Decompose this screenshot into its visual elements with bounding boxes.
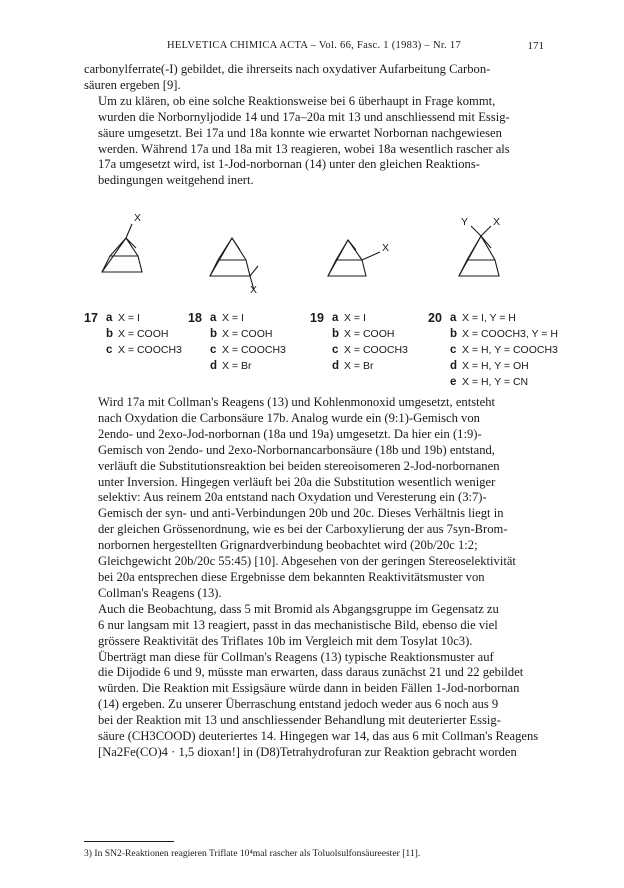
compound-letter: d — [450, 360, 458, 372]
compound-letter: c — [210, 344, 217, 356]
structure-17 — [92, 210, 172, 290]
compound-letter: c — [450, 344, 457, 356]
structure-20 — [449, 210, 529, 290]
substituent-label: Y — [461, 216, 469, 228]
compound-entry — [188, 310, 300, 326]
compound-entry — [428, 310, 544, 326]
text-line: [Na2Fe(CO)4 · 1,5 dioxan!] in (D8)Tetrahydrofuran zur Reaktion gebracht worden — [98, 744, 517, 759]
compound-letter: c — [106, 344, 113, 356]
text-line: der gleichen Grössenordnung, wie es bei der Carboxylierung der aus 7syn-Brom- — [98, 522, 508, 537]
text-line: Um zu klären, ob eine solche Reaktionsweise bei 6 überhaupt in Frage kommt, — [98, 93, 496, 108]
compound-letter: d — [210, 360, 218, 372]
text-line: wurden die Norbornyljodide 14 und 17a–20a mit 13 und anschliessend mit Essig- — [98, 109, 510, 124]
compound-substituent: X = I, Y = H — [462, 312, 516, 324]
text-line: würden. Die Reaktion mit Essigsäure würde dann in beiden Fällen 1-Jod-norbornan — [98, 681, 520, 696]
compound-letter: a — [332, 312, 339, 324]
compound-substituent: X = COOCH3 — [344, 344, 408, 356]
compound-entry — [310, 310, 424, 326]
journal-title: HELVETICA CHIMICA ACTA – Vol. 66, Fasc. 1 (1983) – Nr. 17 — [166, 40, 462, 51]
substituent-label: X — [250, 284, 258, 296]
compound-substituent: X = COOH — [222, 328, 273, 340]
norbornane-skeleton — [92, 210, 172, 290]
compound-entry — [188, 342, 300, 358]
compound-letter: a — [210, 312, 217, 324]
compound-substituent: X = COOH — [118, 328, 169, 340]
footnote-divider — [84, 841, 174, 842]
compound-substituent: X = I — [118, 312, 140, 324]
text-line: bei 20a entsprechen diese Ergebnisse dem bekannten Reaktivitätsmuster von — [98, 569, 485, 584]
compound-number: 18 — [188, 311, 202, 325]
text-line: nach Oxydation die Carbonsäure 17b. Analog wurde ein (9:1)-Gemisch von — [98, 410, 480, 425]
text-line: säuren ergeben [9]. — [84, 77, 181, 92]
compound-entry — [428, 358, 544, 374]
text-line: Auch die Beobachtung, dass 5 mit Bromid als Abgangsgruppe im Gegensatz zu — [98, 601, 499, 616]
compound-substituent: X = H, Y = CN — [462, 376, 529, 388]
paragraph — [84, 650, 544, 761]
text-line: selektiv: Aus reinem 20a entstand nach Oxydation und Veresterung ein (3:7)- — [98, 490, 487, 505]
footnote: 3) In SN2-Reaktionen reagieren Triflate 10⁴mal rascher als Toluolsulfonsäureester [11]. — [84, 848, 421, 859]
text-line: Überträgt man diese für Collman's Reagens (13) typische Reaktionsmuster auf — [98, 649, 494, 664]
compound-substituent: X = COOH — [344, 328, 395, 340]
text-line: Gleichgewicht 20b/20c 55:45) [10]. Abgesehen von der geringen Stereoselektivität — [98, 554, 516, 569]
text-line: 2endo- und 2exo-Jod-norbornan (18a und 19a) umgesetzt. Da hier ein (1:9)- — [98, 426, 482, 441]
text-line: bei der Reaktion mit 13 und anschliessender Behandlung mit deuterierter Essig- — [98, 713, 501, 728]
paragraph — [84, 602, 544, 650]
compound-letter: b — [450, 328, 458, 340]
compound-number: 17 — [84, 311, 98, 325]
compound-substituent: X = I — [222, 312, 244, 324]
compound-substituent: X = I — [344, 312, 366, 324]
text-line: werden. Während 17a und 18a mit 13 reagieren, wobei 18a wesentlich rascher als — [98, 141, 510, 156]
text-line: 17a umgesetzt wird, ist 1-Jod-norbornan (14) unter den gleichen Reaktions- — [98, 157, 480, 172]
compound-labels-18 — [188, 310, 300, 374]
norbornane-skeleton — [322, 230, 402, 310]
compound-letter: a — [106, 312, 113, 324]
text-line: (14) ergeben. Zu unserer Überraschung entstand jedoch weder aus 6 noch aus 9 — [98, 697, 499, 712]
compound-entry — [188, 326, 300, 342]
structure-18 — [204, 230, 284, 310]
compound-letter: b — [106, 328, 114, 340]
compound-entry — [428, 342, 558, 358]
substituent-label: X — [493, 216, 501, 228]
compound-letter: d — [332, 360, 340, 372]
text-line: Collman's Reagens (13). — [98, 585, 222, 600]
compound-entry — [84, 342, 194, 358]
text-line: unter Inversion. Hingegen verläuft bei 20a die Substitution wesentlich weniger — [98, 474, 496, 489]
text-line: Gemisch von 2endo- und 2exo-Norbornancarbonsäure (18b und 19b) entstand, — [98, 442, 495, 457]
running-header — [84, 40, 544, 56]
paragraph — [84, 94, 544, 189]
compound-entry — [84, 310, 194, 326]
substituent-label: X — [382, 242, 390, 254]
text-line: norbornen hergestellten Grignardverbindung beobachtet wird (20b/20c 1:2; — [98, 538, 478, 553]
body-text-bottom — [84, 395, 544, 761]
compound-entry — [84, 326, 194, 342]
text-line: säure (CH3COOD) deuteriertes 14. Hingegen war 14, das aus 6 mit Collman's Reagens — [98, 729, 539, 744]
text-line: carbonylferrate(-I) gebildet, die ihrerseits nach oxydativer Aufarbeitung Carbon- — [84, 62, 491, 76]
text-line: 6 nur langsam mit 13 reagiert, passt in das mechanistische Bild, ebenso die viel — [98, 617, 498, 632]
substituent-label: X — [134, 212, 142, 224]
compound-entry — [428, 326, 558, 342]
compound-substituent: X = COOCH3, Y = H — [462, 328, 558, 340]
compound-substituent: X = Br — [344, 360, 374, 372]
compound-entry — [310, 358, 424, 374]
compound-labels-19 — [310, 310, 424, 374]
compound-letter: c — [332, 344, 339, 356]
text-line: säure umgesetzt. Bei 17a und 18a konnte wie erwartet Norbornan nachgewiesen — [98, 125, 502, 140]
compound-number: 20 — [428, 311, 442, 325]
paragraph — [84, 62, 544, 94]
text-line: Gemisch der syn- und anti-Verbindungen 20b und 20c. Dieses Verhältnis liegt in — [98, 506, 504, 521]
compound-substituent: X = COOCH3 — [222, 344, 286, 356]
compound-entry — [310, 342, 424, 358]
compound-substituent: X = H, Y = COOCH3 — [462, 344, 558, 356]
compound-labels-17 — [84, 310, 194, 358]
compound-labels-20 — [428, 310, 558, 390]
paragraph — [84, 395, 544, 602]
text-line: verläuft die Substitutionsreaktion bei beiden stereoisomeren 2-Jod-norbornanen — [98, 458, 500, 473]
norbornane-skeleton — [204, 230, 284, 310]
structure-19 — [322, 230, 402, 310]
compound-letter: a — [450, 312, 457, 324]
compound-letter: b — [332, 328, 340, 340]
compound-entry — [310, 326, 424, 342]
compound-letter: e — [450, 376, 457, 388]
compound-substituent: X = COOCH3 — [118, 344, 182, 356]
compound-entry — [188, 358, 300, 374]
body-text-top — [84, 62, 544, 189]
text-line: die Dijodide 6 und 9, müsste man erwarten, dass daraus zunächst 21 und 22 gebildet — [98, 665, 524, 680]
text-line: Wird 17a mit Collman's Reagens (13) und Kohlenmonoxid umgesetzt, entsteht — [98, 395, 495, 409]
compound-letter: b — [210, 328, 218, 340]
structure-figure — [84, 210, 558, 395]
compound-entry — [428, 374, 544, 390]
compound-number: 19 — [310, 311, 324, 325]
text-line: grössere Reaktivität des Triflates 10b im Vergleich mit dem Tosylat 10c3). — [98, 633, 473, 648]
compound-substituent: X = Br — [222, 360, 252, 372]
text-line: bedingungen weitgehend inert. — [98, 173, 254, 188]
compound-substituent: X = H, Y = OH — [462, 360, 529, 372]
page-number: 171 — [527, 40, 544, 52]
